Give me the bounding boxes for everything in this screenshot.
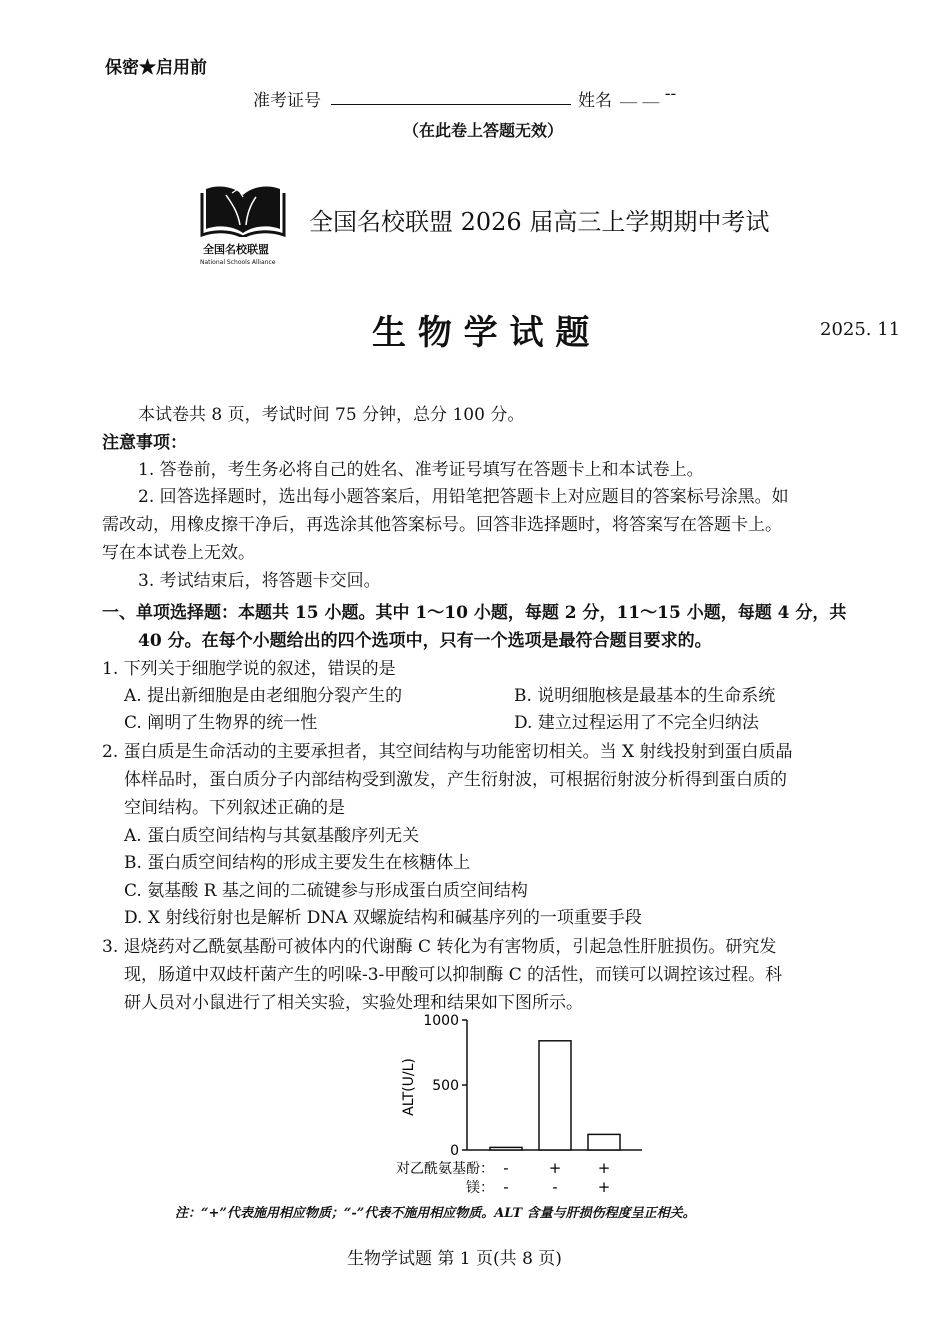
q1-option-b: B. 说明细胞核是最基本的生命系统	[514, 686, 776, 706]
q2-option-c: C. 氨基酸 R 基之间的二硫键参与形成蛋白质空间结构	[124, 881, 528, 901]
alliance-logo	[198, 183, 288, 273]
y-tick-label: 1000	[423, 1013, 459, 1029]
condition-sign: -	[503, 1159, 509, 1177]
note-2-line-3: 写在本试卷上无效。	[102, 543, 255, 563]
book-logo-icon	[198, 183, 288, 237]
exam-date: 2025. 11	[820, 319, 901, 340]
condition-sign: +	[548, 1159, 562, 1177]
invalid-note: （在此卷上答题无效）	[403, 121, 564, 140]
exam-title: 全国名校联盟 2026 届高三上学期期中考试	[309, 208, 770, 236]
page-footer: 生物学试题 第 1 页(共 8 页)	[347, 1249, 562, 1269]
logo-text-cn: 全国名校联盟	[203, 243, 269, 256]
y-tick-label: 0	[450, 1143, 459, 1159]
y-tick-label: 500	[432, 1078, 459, 1094]
figure-note: 注：“+”代表施用相应物质；“-”代表不施用相应物质。ALT 含量与肝损伤程度呈正相关。	[175, 1206, 696, 1221]
name-label: 姓名	[578, 91, 612, 111]
condition-sign: +	[597, 1159, 611, 1177]
q2-stem-line-2: 体样品时，蛋白质分子内部结构受到激发，产生衍射波，可根据衍射波分析得到蛋白质的	[124, 770, 787, 790]
condition-sign: -	[552, 1178, 558, 1196]
note-3: 3. 考试结束后，将答题卡交回。	[138, 571, 381, 591]
section-1-line-2: 40 分。在每个小题给出的四个选项中，只有一个选项是最符合题目要求的。	[138, 631, 712, 651]
bar-group-3	[588, 1134, 620, 1150]
logo-text-en: National Schools Alliance	[200, 259, 276, 266]
note-2-line-1: 2. 回答选择题时，选出每小题答案后，用铅笔把答题卡上对应题目的答案标号涂黑。如	[138, 487, 789, 507]
q3-stem-line-3: 研人员对小鼠进行了相关实验，实验处理和结果如下图所示。	[124, 993, 583, 1013]
name-blank: __ __ --	[620, 84, 677, 104]
q1-option-d: D. 建立过程运用了不完全归纳法	[514, 713, 759, 733]
subject-title: 生 物 学 试 题	[372, 313, 590, 353]
condition-sign: -	[503, 1178, 509, 1196]
condition-row-label: 镁：	[466, 1180, 494, 1196]
q1-option-c: C. 阐明了生物界的统一性	[124, 713, 318, 733]
intro-text: 本试卷共 8 页，考试时间 75 分钟，总分 100 分。	[138, 405, 525, 425]
confidential-mark: 保密★启用前	[105, 58, 207, 78]
q2-stem-line-3: 空间结构。下列叙述正确的是	[124, 798, 345, 818]
section-1-line-1: 一、单项选择题：本题共 15 小题。其中 1～10 小题，每题 2 分，11～15 小题，每题 4 分，共	[102, 603, 847, 623]
q1-stem: 1. 下列关于细胞学说的叙述，错误的是	[102, 659, 396, 679]
exam-id-blank	[331, 104, 571, 105]
note-1: 1. 答卷前，考生务必将自己的姓名、准考证号填写在答题卡上和本试卷上。	[138, 460, 704, 480]
exam-id-label: 准考证号	[253, 91, 321, 111]
bar-group-1	[490, 1147, 522, 1150]
y-axis-label: ALT(U/L)	[401, 1058, 417, 1116]
q1-option-a: A. 提出新细胞是由老细胞分裂产生的	[124, 686, 403, 706]
q2-option-b: B. 蛋白质空间结构的形成主要发生在核糖体上	[124, 853, 471, 873]
bar-group-2	[539, 1041, 571, 1150]
notes-heading: 注意事项：	[102, 433, 187, 453]
q2-stem-line-1: 2. 蛋白质是生命活动的主要承担者，其空间结构与功能密切相关。当 X 射线投射到蛋白质晶	[102, 742, 793, 762]
q3-stem-line-1: 3. 退烧药对乙酰氨基酚可被体内的代谢酶 C 转化为有害物质，引起急性肝脏损伤。研究发	[102, 937, 777, 957]
condition-sign: +	[597, 1178, 611, 1196]
q3-stem-line-2: 现，肠道中双歧杆菌产生的吲哚-3-甲酸可以抑制酶 C 的活性，而镁可以调控该过程。科	[124, 965, 783, 985]
q2-option-a: A. 蛋白质空间结构与其氨基酸序列无关	[124, 826, 420, 846]
q2-option-d: D. X 射线衍射也是解析 DNA 双螺旋结构和碱基序列的一项重要手段	[124, 908, 642, 928]
alt-bar-chart	[370, 1005, 670, 1205]
note-2-line-2: 需改动，用橡皮擦干净后，再选涂其他答案标号。回答非选择题时，将答案写在答题卡上。	[102, 515, 782, 535]
condition-row-label: 对乙酰氨基酚：	[396, 1161, 494, 1177]
